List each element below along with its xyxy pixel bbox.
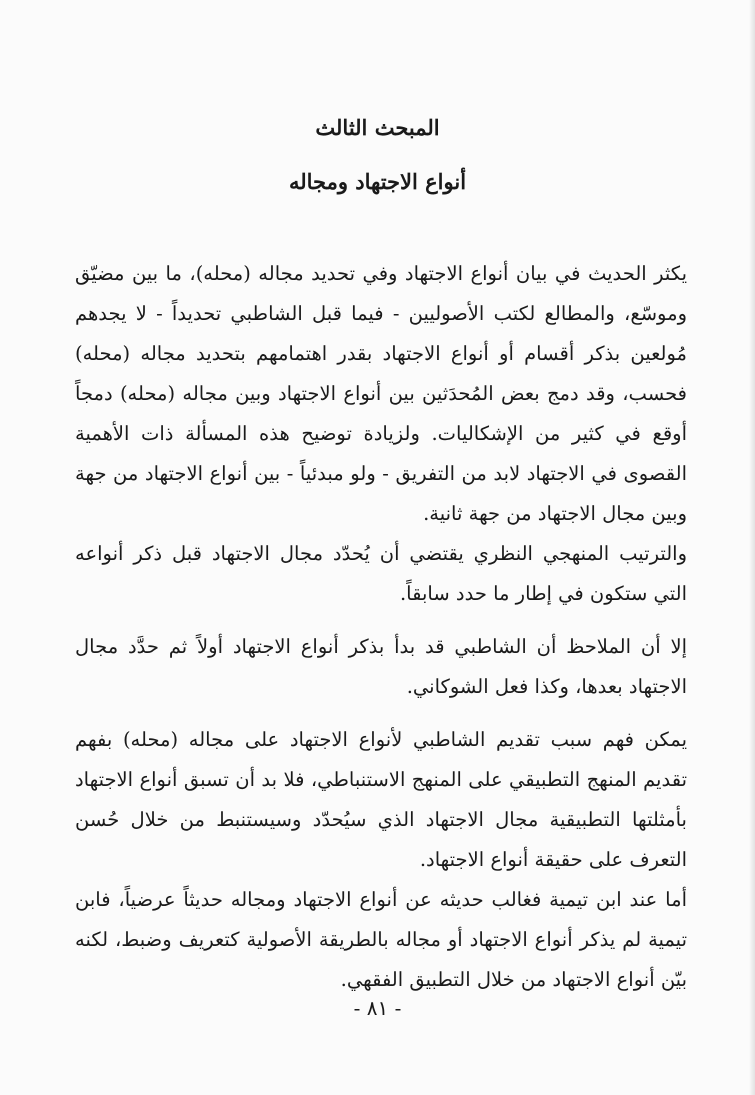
section-label: المبحث الثالث bbox=[315, 115, 440, 140]
paragraph-5: أما عند ابن تيمية فغالب حديثه عن أنواع الاجتهاد ومجاله حديثاً عرضياً، فابن تيمية لم يذكر أنواع الاجتهاد أو مجاله بالطريقة الأصولية كتعريف وضبط، لكنه بيّن أنواع الاجتهاد من خلال التطبيق الفقهي. bbox=[75, 887, 687, 991]
paragraph-2: والترتيب المنهجي النظري يقتضي أن يُحدّد مجال الاجتهاد قبل ذكر أنواعه التي ستكون في إطار ما حدد سابقاً. bbox=[75, 541, 687, 605]
paragraph-1: يكثر الحديث في بيان أنواع الاجتهاد وفي تحديد مجاله (محله)، ما بين مضيّق وموسّع، والمطالع لكتب الأصوليين - فيما قبل الشاطبي تحديداً - لا يجدهم مُولعين بذكر أقسام أو أنواع الاجتهاد بقدر اهتمامهم بتحديد مجاله (محله) فحسب، وقد دمج بعض المُحدَثين بين أنواع الاجتهاد وبين مجاله (محله) دمجاً أوقع في كثير من الإشكاليات. ولزيادة توضيح هذه المسألة ذات الأهمية القصوى في الاجتهاد لابد من التفريق - ولو مبدئياً - بين أنواع الاجتهاد من جهة وبين مجال الاجتهاد من جهة ثانية. bbox=[75, 261, 687, 525]
paragraph-4: يمكن فهم سبب تقديم الشاطبي لأنواع الاجتهاد على مجاله (محله) بفهم تقديم المنهج التطبيقي على المنهج الاستنباطي، فلا بد أن تسبق أنواع الاجتهاد بأمثلتها التطبيقية مجال الاجتهاد الذي سيُحدّد وسيستنبط من خلال حُسن التعرف على حقيقة أنواع الاجتهاد. bbox=[75, 727, 687, 871]
page-number: - ٨١ - bbox=[353, 996, 402, 1020]
page-edge-shadow bbox=[749, 0, 755, 1095]
section-title: أنواع الاجتهاد ومجاله bbox=[288, 169, 467, 194]
paragraph-3: إلا أن الملاحظ أن الشاطبي قد بدأ بذكر أنواع الاجتهاد أولاً ثم حدَّد مجال الاجتهاد بعدها، وكذا فعل الشوكاني. bbox=[75, 634, 687, 698]
